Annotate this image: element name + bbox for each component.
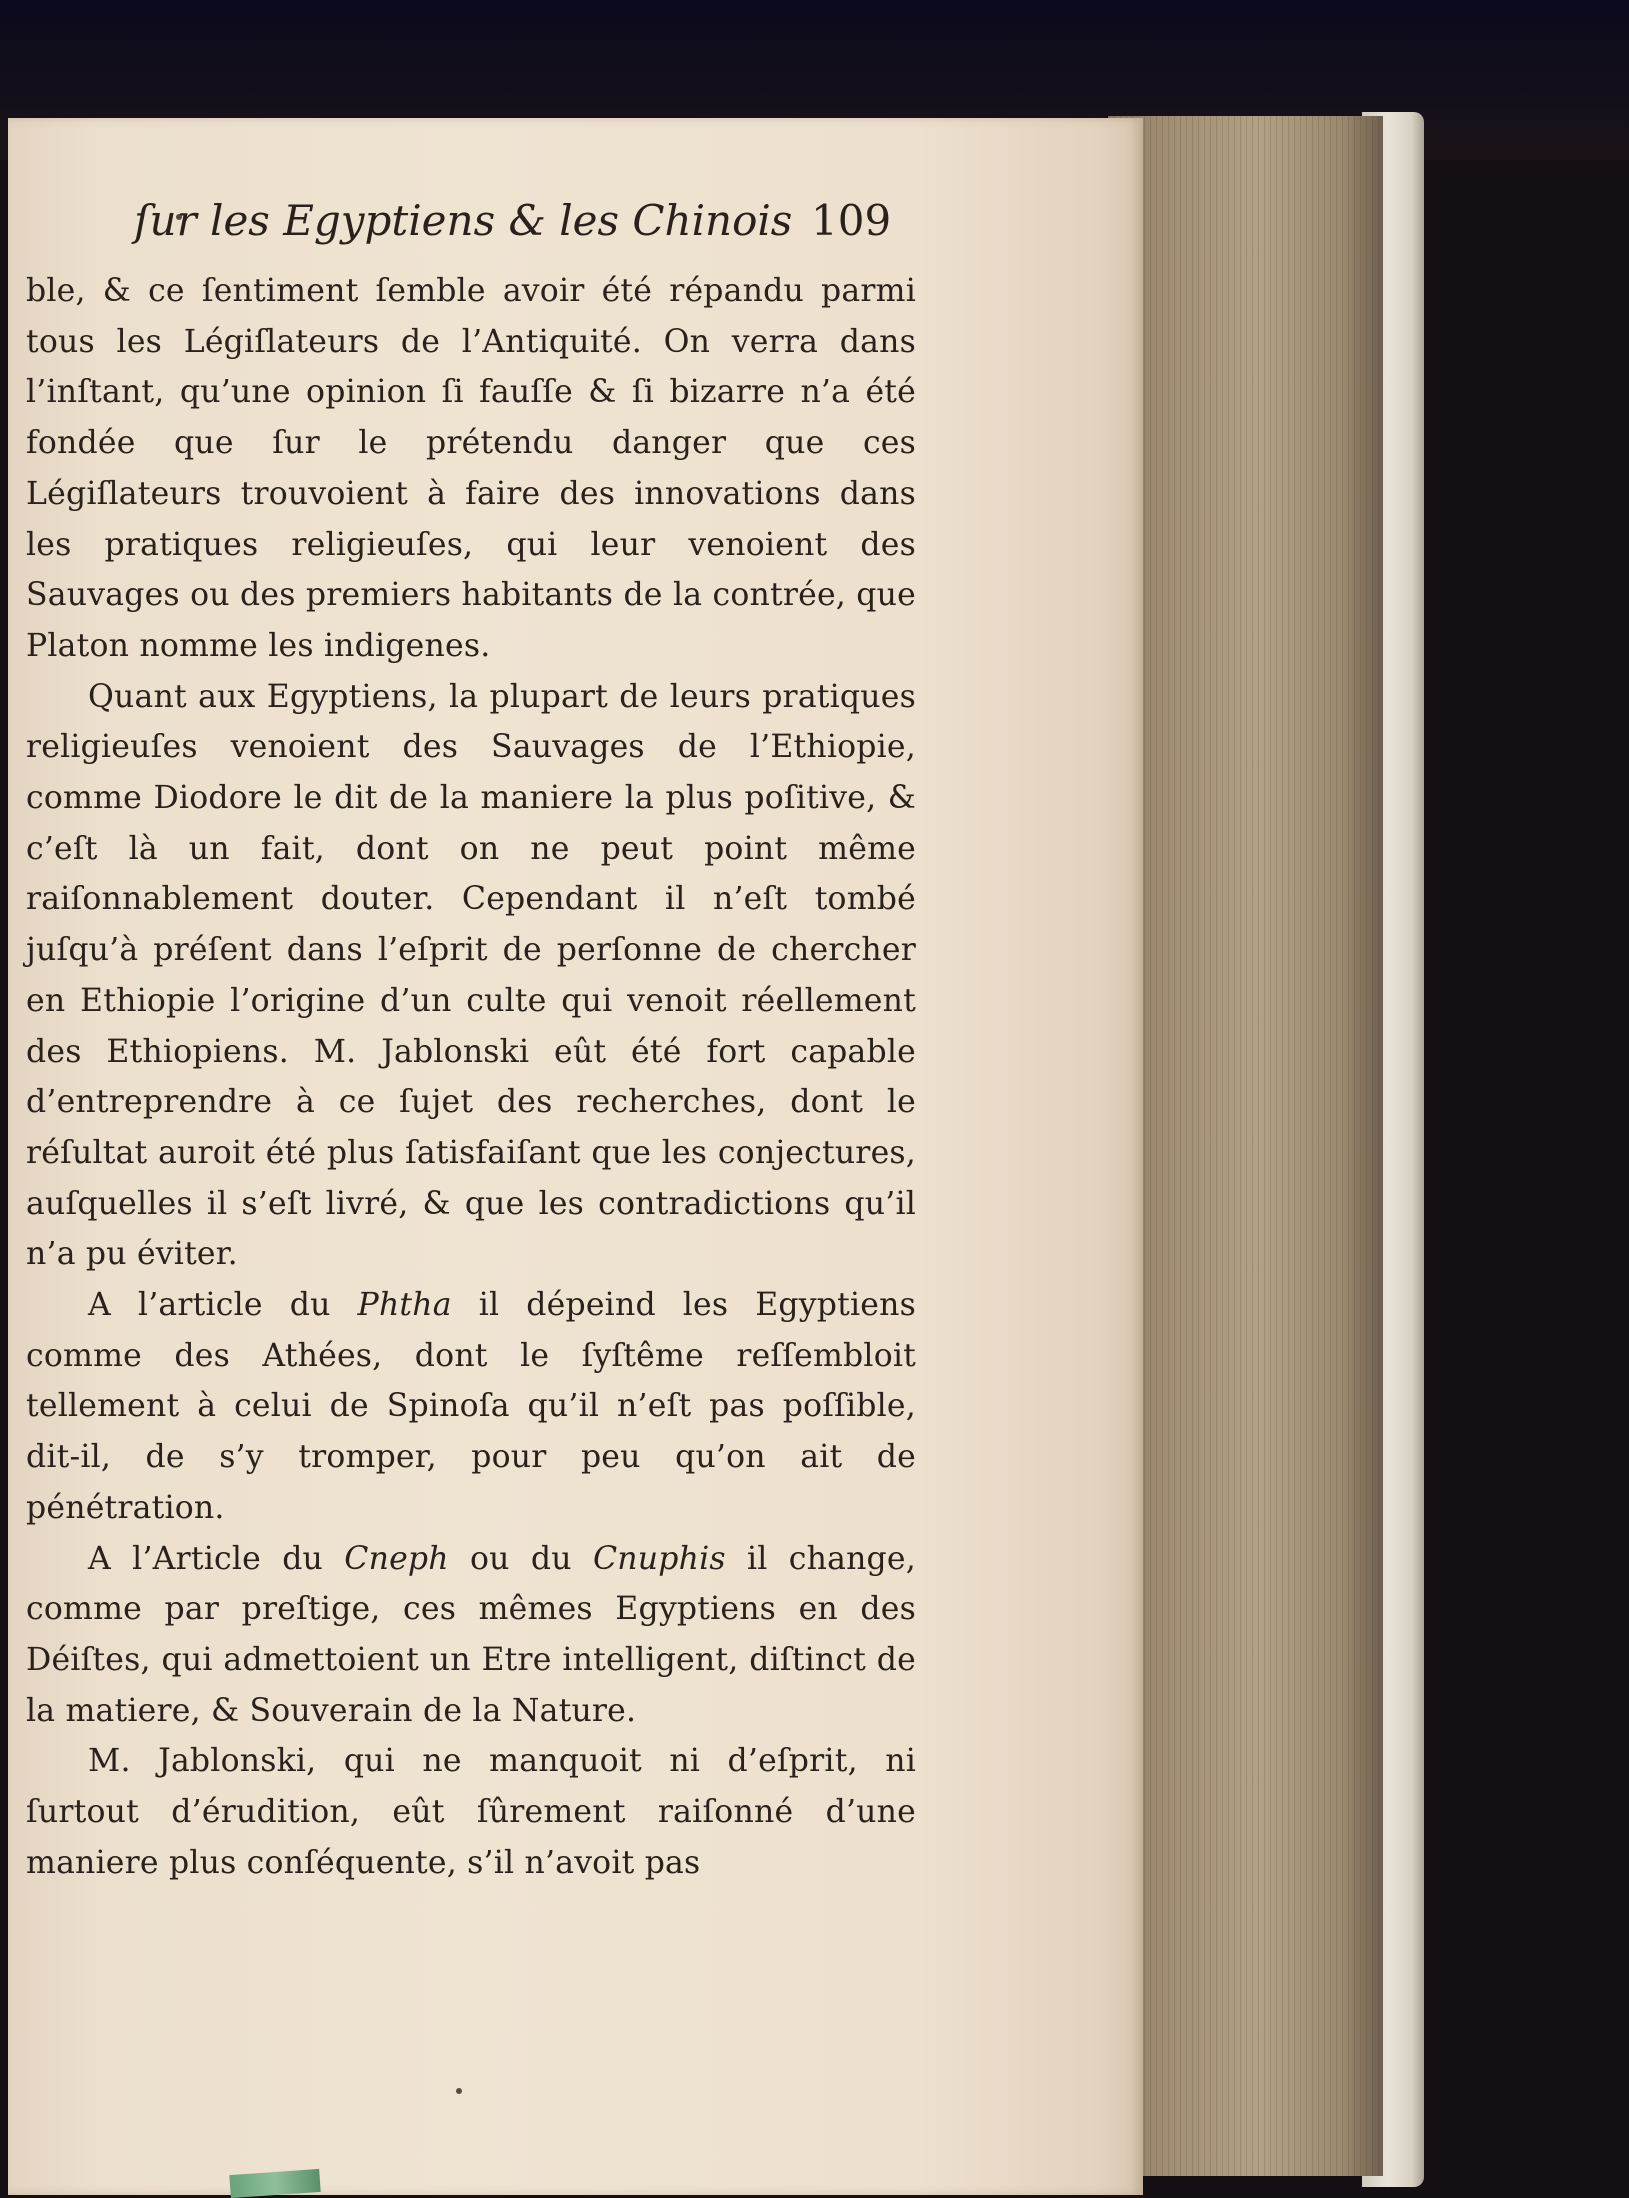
italic-term: Cnuphis bbox=[592, 1540, 726, 1577]
running-head bbox=[26, 196, 916, 266]
paragraph: Quant aux Egyptiens, la plupart de leurs pratiques religieuſes venoient des Sauvages de l’Ethiopie, comme Diodore le dit de la maniere la plus poſitive, & c’eſt là un fait, dont on ne peut point même raiſonnablement douter. Cependant il n’eſt tombé juſqu’à préſent dans l’eſprit de perſonne de chercher en Ethiopie l’origine d’un culte qui venoit réellement des Ethiopiens. M. Jablonski eût été fort capable d’entreprendre à ce ſujet des recherches, dont le réſultat auroit été plus ſatisfaiſant que les conjectures, auſquelles il s’eſt livré, & que les contradictions qu’il n’a pu éviter. bbox=[26, 678, 916, 1273]
page-number: 109 bbox=[811, 196, 892, 245]
margin-mark bbox=[456, 2088, 462, 2094]
paragraph: A l’article du Phtha il dépeind les Egyptiens comme des Athées, dont le ſyſtême reſſembloit tellement à celui de Spinoſa qu’il n’eſt pas poſſible, dit-il, de s’y tromper, pour peu qu’on ait de pénétration. bbox=[26, 1287, 916, 1526]
italic-term: Phtha bbox=[357, 1287, 452, 1324]
italic-term: Cneph bbox=[344, 1540, 449, 1577]
running-title: ſur les Egyptiens & les Chinois bbox=[134, 196, 793, 245]
page-text bbox=[26, 196, 916, 1889]
paragraph: A l’Article du Cneph ou du Cnuphis il change, comme par preſtige, ces mêmes Egyptiens en des Déiſtes, qui admettoient un Etre intelligent, diſtinct de la matiere, & Souverain de la Nature. bbox=[26, 1540, 916, 1729]
paragraph: M. Jablonski, qui ne manquoit ni d’eſprit, ni ſurtout d’érudition, eût ſûrement raiſonné d’une maniere plus conſéquente, s’il n’avoit pas bbox=[26, 1743, 916, 1881]
book-page-edges bbox=[1108, 116, 1383, 2176]
paragraph: ble, & ce ſentiment ſemble avoir été répandu parmi tous les Légiſlateurs de l’Antiquité. On verra dans l’inſtant, qu’une opinion ſi fauſſe & ſi bizarre n’a été fondée que ſur le prétendu danger que ces Légiſlateurs trouvoient à faire des innovations dans les pratiques religieuſes, qui leur venoient des Sauvages ou des premiers habitants de la contrée, que Platon nomme les indigenes. bbox=[26, 273, 916, 664]
